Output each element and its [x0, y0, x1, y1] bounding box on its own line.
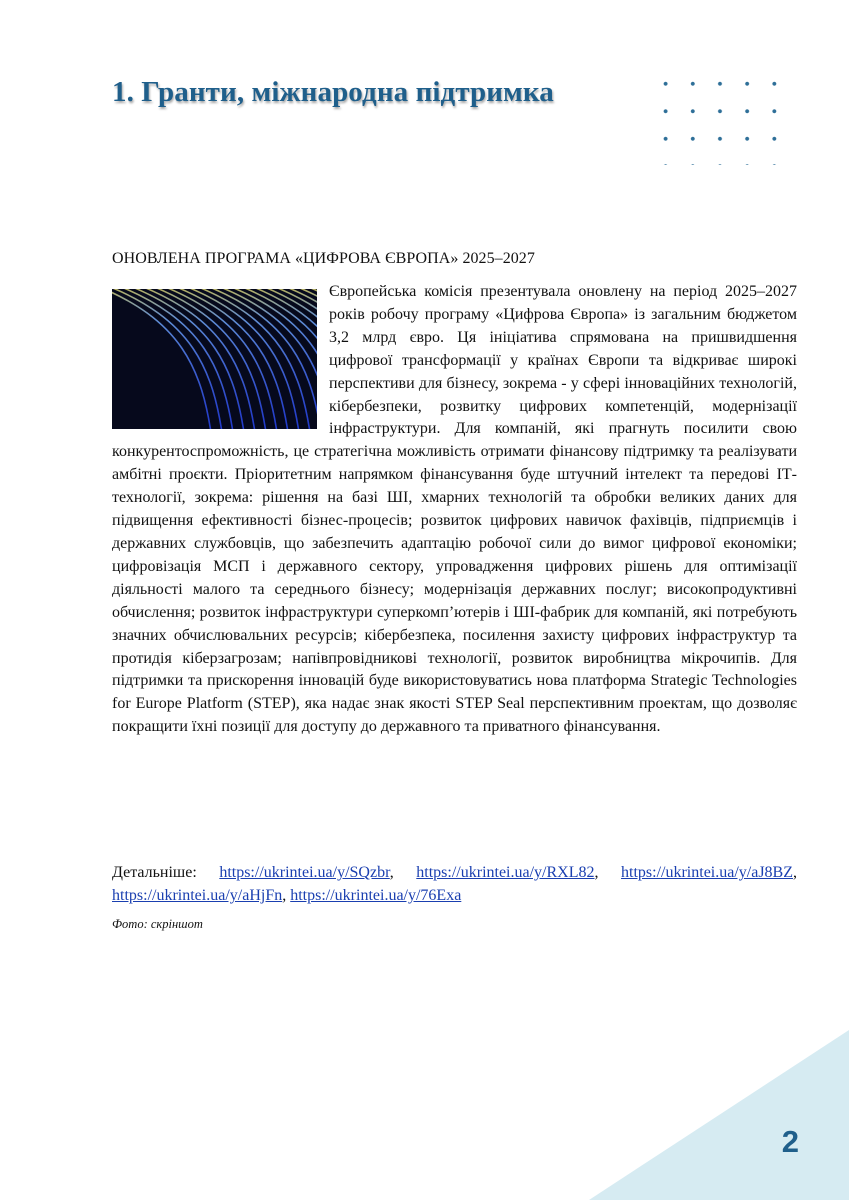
decorative-dot-grid — [652, 70, 797, 165]
link-5[interactable]: https://ukrintei.ua/y/76Exa — [290, 887, 462, 904]
decorative-corner-triangle — [589, 1030, 849, 1200]
details-links: Детальніше: https://ukrintei.ua/y/SQzbr, https://ukrintei.ua/y/RXL82, https://ukrintei.ua/y/aJ8BZ, https://ukrintei.ua/y/aHjFn, https://ukrintei.ua/y/76Exa — [112, 864, 797, 904]
link-1[interactable]: https://ukrintei.ua/y/SQzbr — [219, 864, 390, 881]
details-label: Детальніше: — [112, 864, 197, 881]
article-body-text: Європейська комісія презентувала оновлену на період 2025–2027 років робочу програму «Цифрова Європа» із загальним бюджетом 3,2 млрд євро. Ця ініціатива спрямована на пришвидшення цифрової трансформації у країнах Європи та відкриває широкі перспективи для бізнесу, зокрема - у сфері інноваційних технологій, кібербезпеки, розвитку цифрових компетенцій, модернізації інфраструктури. Для компаній, які прагнуть посилити свою конкурентоспроможність, це стратегічна можливість отримати фінансову підтримку та реалізувати амбітні проєкти. Пріоритетним напрямком фінансування буде штучний інтелект та передові ІТ-технології, зокрема: рішення на базі ШІ, хмарних технологій та обробки великих даних для підвищення ефективності бізнес-процесів; розвиток цифрових навичок фахівців, підприємців і державних службовців, що забезпечить адаптацію робочої сили до вимог цифрової економіки; цифровізація МСП і державного сектору, упровадження цифрових рішень для оптимізації діяльності малого та середнього бізнесу; модернізація державних послуг; високопродуктивні обчислення; розвиток інфраструктури суперкомп’ютерів і ШІ-фабрик для компаній, які потребують значних обчислювальних ресурсів; кібербезпека, посилення захисту цифрових інфраструктур та протидія кіберзагрозам; напівпровідникові технології, розвиток виробництва мікрочипів. Для підтримки та прискорення інновацій буде використовуватись нова платформа Strategic Technologies for Europe Platform (STEP), яка надає знак якості STEP Seal перспективним проектам, що дозволяє покращити їхні позиції для доступу до державного та приватного фінансування. — [112, 283, 797, 736]
article-body-container — [112, 281, 797, 739]
article-title: ОНОВЛЕНА ПРОГРАМА «ЦИФРОВА ЄВРОПА» 2025–2027 — [112, 250, 535, 267]
link-4[interactable]: https://ukrintei.ua/y/aHjFn — [112, 887, 283, 904]
link-3[interactable]: https://ukrintei.ua/y/aJ8BZ — [621, 864, 793, 881]
photo-caption: Фото: скріншот — [112, 917, 203, 931]
page-number: 2 — [781, 1124, 799, 1159]
link-2[interactable]: https://ukrintei.ua/y/RXL82 — [416, 864, 595, 881]
section-heading: 1. Гранти, міжнародна підтримка — [112, 76, 554, 108]
abstract-lines-image-icon — [112, 289, 317, 429]
article-image — [112, 289, 317, 429]
